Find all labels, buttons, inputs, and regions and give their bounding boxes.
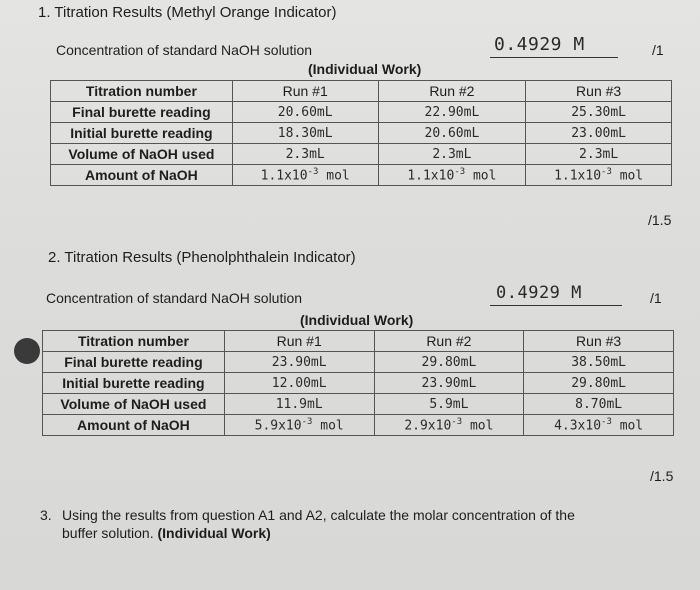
section1-concentration-label: Concentration of standard NaOH solution xyxy=(56,42,313,58)
cell-value: 22.90mL xyxy=(378,102,526,123)
cell-value: 5.9mL xyxy=(374,394,524,415)
table-row xyxy=(51,144,672,165)
section1-concentration-value: 0.4929 M xyxy=(494,34,585,55)
cell-value: 29.80mL xyxy=(374,352,524,373)
cell-value: 20.60mL xyxy=(232,102,378,123)
table-row xyxy=(51,123,672,144)
section2-concentration-value: 0.4929 M xyxy=(496,283,582,303)
row-label-amount: Amount of NaOH xyxy=(43,415,225,436)
section1-individual-work: (Individual Work) xyxy=(308,61,422,77)
section2-score-bottom: /1.5 xyxy=(650,468,674,484)
cell-value: $5.9x10^{-3}$ mol xyxy=(224,415,374,436)
cell-value: 12.00mL xyxy=(224,373,374,394)
section2-concentration-label: Concentration of standard NaOH solution xyxy=(46,290,303,306)
cell-value: 2.3mL xyxy=(526,144,672,165)
section2-title: 2. Titration Results (Phenolphthalein Indicator) xyxy=(48,249,356,266)
cell-value: 38.50mL xyxy=(524,352,674,373)
section1-title: 1. Titration Results (Methyl Orange Indicator) xyxy=(38,4,337,21)
row-label-volume-used: Volume of NaOH used xyxy=(51,144,233,165)
header-titration-number: Titration number xyxy=(51,81,233,102)
section1-results-table xyxy=(50,80,672,186)
table-row xyxy=(51,165,672,186)
cell-value: $1.1x10^{-3}$ mol xyxy=(378,165,526,186)
section1-score-top: /1 xyxy=(652,42,664,58)
cell-value: 23.90mL xyxy=(374,373,524,394)
section2-score-top: /1 xyxy=(650,290,662,306)
cell-value: 18.30mL xyxy=(232,123,378,144)
header-run-3: Run #3 xyxy=(524,331,674,352)
header-run-1: Run #1 xyxy=(224,331,374,352)
cell-value: 2.3mL xyxy=(232,144,378,165)
section3-question-line1: Using the results from question A1 and A2, calculate the molar concentration of the xyxy=(62,507,575,523)
cell-value: $1.1x10^{-3}$ mol xyxy=(526,165,672,186)
cell-value: $2.9x10^{-3}$ mol xyxy=(374,415,524,436)
table-row xyxy=(43,415,674,436)
selection-dot xyxy=(14,338,40,364)
header-run-1: Run #1 xyxy=(232,81,378,102)
section2-results-table xyxy=(42,330,674,436)
row-label-initial-reading: Initial burette reading xyxy=(43,373,225,394)
cell-value: $1.1x10^{-3}$ mol xyxy=(232,165,378,186)
table-row xyxy=(43,394,674,415)
cell-value: 11.9mL xyxy=(224,394,374,415)
header-run-2: Run #2 xyxy=(378,81,526,102)
section3-number: 3. xyxy=(40,507,52,523)
cell-value: 8.70mL xyxy=(524,394,674,415)
section1-score-bottom: /1.5 xyxy=(648,212,672,228)
table-row xyxy=(43,373,674,394)
row-label-amount: Amount of NaOH xyxy=(51,165,233,186)
section3-individual-work: (Individual Work) xyxy=(157,525,271,541)
section2-answer-line xyxy=(490,305,622,306)
table-row xyxy=(43,331,674,352)
table-row xyxy=(51,81,672,102)
header-run-3: Run #3 xyxy=(526,81,672,102)
cell-value: 20.60mL xyxy=(378,123,526,144)
cell-value: 29.80mL xyxy=(524,373,674,394)
section2-individual-work: (Individual Work) xyxy=(300,312,414,328)
row-label-volume-used: Volume of NaOH used xyxy=(43,394,225,415)
cell-value: 2.3mL xyxy=(378,144,526,165)
cell-value: 23.90mL xyxy=(224,352,374,373)
table-row xyxy=(43,352,674,373)
cell-value: $4.3x10^{-3}$ mol xyxy=(524,415,674,436)
section3-question-line2: buffer solution. (Individual Work) xyxy=(62,525,271,541)
cell-value: 23.00mL xyxy=(526,123,672,144)
header-run-2: Run #2 xyxy=(374,331,524,352)
row-label-final-reading: Final burette reading xyxy=(51,102,233,123)
row-label-final-reading: Final burette reading xyxy=(43,352,225,373)
table-row xyxy=(51,102,672,123)
section1-answer-line xyxy=(490,57,618,58)
cell-value: 25.30mL xyxy=(526,102,672,123)
row-label-initial-reading: Initial burette reading xyxy=(51,123,233,144)
header-titration-number: Titration number xyxy=(43,331,225,352)
